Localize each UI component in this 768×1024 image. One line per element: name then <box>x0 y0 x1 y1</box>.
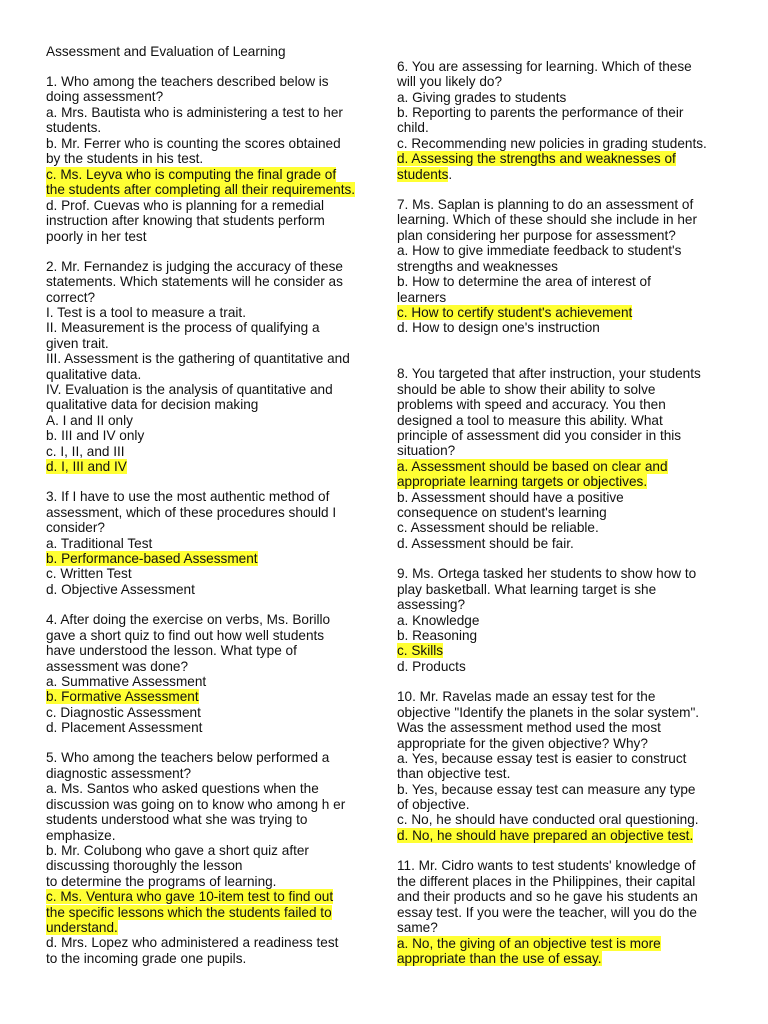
left-text-line <box>46 213 325 228</box>
line-text: learners <box>397 290 447 305</box>
left-text-line <box>46 951 246 966</box>
line-text: d. How to design one's instruction <box>397 320 600 335</box>
right-text-line <box>397 736 648 751</box>
right-text-line <box>397 751 686 766</box>
left-text-line <box>46 874 276 889</box>
line-text: 11. Mr. Cidro wants to test students' knowledge of <box>397 858 696 873</box>
line-text: qualitative data for decision making <box>46 397 259 412</box>
line-text: c. I, II, and III <box>46 444 125 459</box>
highlighted-answer: the specific lessons which the students failed to <box>46 905 332 920</box>
left-text-line <box>46 551 258 566</box>
line-text: a. Mrs. Bautista who is administering a test to her <box>46 105 343 120</box>
left-text-line <box>46 812 307 827</box>
line-text: have understood the lesson. What type of <box>46 643 297 658</box>
line-text: a. Giving grades to students <box>397 90 567 105</box>
left-text-line <box>46 489 329 504</box>
highlighted-answer: b. Formative Assessment <box>46 689 199 704</box>
left-text-line <box>46 689 199 704</box>
line-text: designed a tool to measure this ability. What <box>397 413 663 428</box>
line-text: correct? <box>46 290 96 305</box>
left-text-line <box>46 120 101 135</box>
line-text: appropriate for the given objective? Why? <box>397 736 648 751</box>
line-text: 7. Ms. Saplan is planning to do an assessment of <box>397 197 694 212</box>
line-text: b. Assessment should have a positive <box>397 490 624 505</box>
line-text: to determine the programs of learning. <box>46 874 277 889</box>
line-text: 10. Mr. Ravelas made an essay test for the <box>397 689 656 704</box>
left-text-line <box>46 382 333 397</box>
line-text: 3. If I have to use the most authentic method of <box>46 489 330 504</box>
right-text-line <box>397 397 666 412</box>
line-text: a. Ms. Santos who asked questions when the <box>46 781 319 796</box>
line-text: c. Diagnostic Assessment <box>46 705 201 720</box>
left-text-line <box>46 536 152 551</box>
highlighted-answer: a. Assessment should be based on clear and <box>397 459 668 474</box>
left-text-line <box>46 720 202 735</box>
right-text-line <box>397 59 692 74</box>
right-text-line <box>397 874 695 889</box>
document-title <box>46 44 286 59</box>
line-text: given trait. <box>46 336 109 351</box>
right-text-line <box>397 105 683 120</box>
line-text: a. How to give immediate feedback to student's <box>397 243 682 258</box>
right-text-line <box>397 428 681 443</box>
line-text: d. Objective Assessment <box>46 582 195 597</box>
left-text-line <box>46 198 324 213</box>
right-text-line <box>397 782 696 797</box>
line-text: problems with speed and accuracy. You then <box>397 397 666 412</box>
left-text-line <box>46 520 105 535</box>
highlighted-answer: d. No, he should have prepared an objective test. <box>397 828 694 843</box>
left-text-line <box>46 151 203 166</box>
right-text-line <box>397 766 510 781</box>
line-text: a. Knowledge <box>397 613 480 628</box>
line-text: discussion was going on to know who among h er <box>46 797 346 812</box>
line-text: poorly in her test <box>46 229 147 244</box>
left-text-line <box>46 320 320 335</box>
line-text: c. No, he should have conducted oral questioning. <box>397 812 699 827</box>
right-text-line <box>397 720 661 735</box>
line-text: plan considering her purpose for assessment? <box>397 228 676 243</box>
left-text-line <box>46 659 188 674</box>
right-text-line <box>397 167 452 182</box>
line-text: a. Yes, because essay test is easier to construct <box>397 751 687 766</box>
right-text-line <box>397 597 465 612</box>
right-text-line <box>397 259 558 274</box>
right-text-line <box>397 243 681 258</box>
line-text: d. Prof. Cuevas who is planning for a remedial <box>46 198 325 213</box>
left-text-line <box>46 781 319 796</box>
right-text-line <box>397 812 699 827</box>
left-text-line <box>46 797 345 812</box>
line-text: should be able to show their ability to solve <box>397 382 656 397</box>
right-text-line <box>397 905 697 920</box>
line-text: consider? <box>46 520 105 535</box>
right-text-line <box>397 474 647 489</box>
left-text-line <box>46 290 95 305</box>
left-text-line <box>46 367 141 382</box>
right-text-line <box>397 643 443 658</box>
right-text-line <box>397 705 699 720</box>
line-text: the different places in the Philippines, their capital <box>397 874 696 889</box>
highlighted-answer: appropriate learning targets or objectives. <box>397 474 648 489</box>
line-text: by the students in his test. <box>46 151 204 166</box>
right-text-line <box>397 566 696 581</box>
line-text: to the incoming grade one pupils. <box>46 951 247 966</box>
line-text: assessment was done? <box>46 659 189 674</box>
left-text-line <box>46 397 258 412</box>
line-text: child. <box>397 120 429 135</box>
left-text-line <box>46 674 206 689</box>
line-text: II. Measurement is the process of qualifying a <box>46 320 320 335</box>
line-text: discussing thoroughly the lesson <box>46 858 243 873</box>
line-text: students. <box>46 120 102 135</box>
highlighted-answer: students <box>397 167 449 182</box>
line-text: b. Reporting to parents the performance of their <box>397 105 684 120</box>
highlighted-answer: d. I, III and IV <box>46 459 127 474</box>
left-text-line <box>46 705 201 720</box>
right-text-line <box>397 828 693 843</box>
left-text-line <box>46 274 343 289</box>
line-text: A. I and II only <box>46 413 133 428</box>
left-text-line <box>46 336 109 351</box>
left-text-line <box>46 566 132 581</box>
right-text-line <box>397 212 697 227</box>
right-text-line <box>397 290 446 305</box>
left-text-line <box>46 843 309 858</box>
line-text: consequence on student's learning <box>397 505 607 520</box>
left-text-line <box>46 905 332 920</box>
line-text: d. Mrs. Lopez who administered a readiness test <box>46 935 339 950</box>
line-text: b. III and IV only <box>46 428 145 443</box>
right-text-line <box>397 951 602 966</box>
right-text-line <box>397 459 668 474</box>
highlighted-answer: d. Assessing the strengths and weaknesses of <box>397 151 676 166</box>
line-text: essay test. If you were the teacher, will you do the <box>397 905 697 920</box>
highlighted-answer: c. Skills <box>397 643 444 658</box>
right-text-line <box>397 366 701 381</box>
right-text-line <box>397 136 707 151</box>
line-text: than objective test. <box>397 766 511 781</box>
line-text: d. Assessment should be fair. <box>397 536 574 551</box>
line-text: qualitative data. <box>46 367 142 382</box>
left-text-line <box>46 459 127 474</box>
left-text-line <box>46 182 355 197</box>
right-text-line <box>397 151 676 166</box>
right-text-line <box>397 520 599 535</box>
line-text: c. Written Test <box>46 566 132 581</box>
line-text: 2. Mr. Fernandez is judging the accuracy of these <box>46 259 343 274</box>
left-text-line <box>46 259 343 274</box>
right-text-line <box>397 536 574 551</box>
highlighted-answer: understand. <box>46 920 118 935</box>
line-text: instruction after knowing that students perform <box>46 213 325 228</box>
left-text-line <box>46 889 333 904</box>
left-text-line <box>46 612 330 627</box>
left-text-line <box>46 643 297 658</box>
line-text: c. Recommending new policies in grading students. <box>397 136 707 151</box>
line-text: objective "Identify the planets in the solar system". <box>397 705 700 720</box>
right-text-line <box>397 889 698 904</box>
line-text: situation? <box>397 443 456 458</box>
line-text: diagnostic assessment? <box>46 766 192 781</box>
line-text: Assessment and Evaluation of Learning <box>46 44 286 59</box>
line-text: same? <box>397 920 438 935</box>
right-text-line <box>397 120 429 135</box>
line-text: students understood what she was trying to <box>46 812 308 827</box>
left-text-line <box>46 136 341 151</box>
right-text-line <box>397 582 656 597</box>
right-text-line <box>397 228 676 243</box>
left-text-line <box>46 105 343 120</box>
line-tail: . <box>448 167 453 182</box>
line-text: d. Products <box>397 659 466 674</box>
left-text-line <box>46 89 163 104</box>
highlighted-answer: c. Ms. Leyva who is computing the final grade of <box>46 167 337 182</box>
highlighted-answer: b. Performance-based Assessment <box>46 551 258 566</box>
line-text: c. Assessment should be reliable. <box>397 520 599 535</box>
line-text: 9. Ms. Ortega tasked her students to show how to <box>397 566 697 581</box>
right-text-line <box>397 490 624 505</box>
right-text-line <box>397 797 470 812</box>
left-text-line <box>46 351 350 366</box>
line-text: b. How to determine the area of interest of <box>397 274 651 289</box>
right-text-line <box>397 689 655 704</box>
right-text-line <box>397 197 693 212</box>
left-text-line <box>46 444 125 459</box>
right-text-line <box>397 936 661 951</box>
highlighted-answer: a. No, the giving of an objective test is more <box>397 936 661 951</box>
line-text: b. Mr. Colubong who gave a short quiz after <box>46 843 309 858</box>
right-text-line <box>397 505 607 520</box>
left-text-line <box>46 305 246 320</box>
highlighted-answer: appropriate than the use of essay. <box>397 951 602 966</box>
line-text: will you likely do? <box>397 74 503 89</box>
line-text: III. Assessment is the gathering of quantitative and <box>46 351 350 366</box>
right-text-line <box>397 90 566 105</box>
left-text-line <box>46 428 144 443</box>
line-text: play basketball. What learning target is she <box>397 582 657 597</box>
line-text: a. Summative Assessment <box>46 674 207 689</box>
line-text: 1. Who among the teachers described below is <box>46 74 329 89</box>
line-text: statements. Which statements will he consider as <box>46 274 343 289</box>
line-text: gave a short quiz to find out how well students <box>46 628 325 643</box>
line-text: IV. Evaluation is the analysis of quantitative and <box>46 382 333 397</box>
left-text-line <box>46 828 116 843</box>
left-text-line <box>46 858 242 873</box>
line-text: 4. After doing the exercise on verbs, Ms. Borillo <box>46 612 331 627</box>
line-text: 5. Who among the teachers below performed a <box>46 750 330 765</box>
left-text-line <box>46 935 338 950</box>
line-text: of objective. <box>397 797 470 812</box>
left-text-line <box>46 582 195 597</box>
line-text: I. Test is a tool to measure a trait. <box>46 305 246 320</box>
line-text: strengths and weaknesses <box>397 259 558 274</box>
highlighted-answer: c. How to certify student's achievement <box>397 305 633 320</box>
line-text: assessment, which of these procedures should I <box>46 505 337 520</box>
right-text-line <box>397 628 477 643</box>
right-text-line <box>397 413 663 428</box>
line-text: b. Reasoning <box>397 628 478 643</box>
right-text-line <box>397 613 479 628</box>
line-text: 8. You targeted that after instruction, your students <box>397 366 701 381</box>
line-text: b. Mr. Ferrer who is counting the scores obtained <box>46 136 341 151</box>
line-text: 6. You are assessing for learning. Which of these <box>397 59 692 74</box>
right-text-line <box>397 920 438 935</box>
line-text: b. Yes, because essay test can measure any type <box>397 782 696 797</box>
right-text-line <box>397 443 455 458</box>
line-text: a. Traditional Test <box>46 536 153 551</box>
line-text: d. Placement Assessment <box>46 720 203 735</box>
left-text-line <box>46 505 336 520</box>
line-text: emphasize. <box>46 828 116 843</box>
left-text-line <box>46 229 147 244</box>
right-text-line <box>397 659 466 674</box>
line-text: doing assessment? <box>46 89 164 104</box>
left-text-line <box>46 766 191 781</box>
left-text-line <box>46 167 336 182</box>
line-text: assessing? <box>397 597 466 612</box>
right-text-line <box>397 305 632 320</box>
line-text: Was the assessment method used the most <box>397 720 661 735</box>
left-text-line <box>46 628 324 643</box>
right-text-line <box>397 274 651 289</box>
line-text: and their products and so he gave his students an <box>397 889 698 904</box>
left-text-line <box>46 413 133 428</box>
left-text-line <box>46 74 329 89</box>
highlighted-answer: the students after completing all their requirements. <box>46 182 356 197</box>
right-text-line <box>397 382 655 397</box>
right-text-line <box>397 858 696 873</box>
right-text-line <box>397 320 600 335</box>
highlighted-answer: c. Ms. Ventura who gave 10-item test to find out <box>46 889 334 904</box>
line-text: principle of assessment did you consider in this <box>397 428 682 443</box>
line-text: learning. Which of these should she include in her <box>397 212 697 227</box>
left-text-line <box>46 920 118 935</box>
left-text-line <box>46 750 329 765</box>
right-text-line <box>397 74 502 89</box>
